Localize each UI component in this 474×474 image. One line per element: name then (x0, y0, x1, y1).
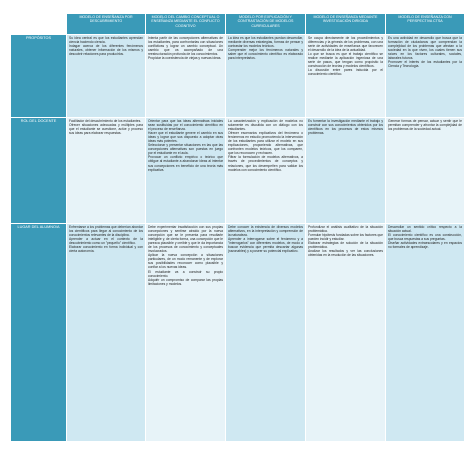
table-cell: Facilitador del descubrimiento de los estudiantes. Ofrecer situaciones adecuadas y múltiples para que el estudiante se cuestione, actúe y proceso sus ideas para elaborar respuestas. (67, 118, 146, 224)
table-cell: Debe conocer la existencia de diversos modelos alternativos, en la interpretación y comprensión de la naturaleza. Aprender a interrogarse sobre el fenómeno y a "interrogarlos" con diferentes modelos, de modo a buscar evidencia que permita descartar algunas (razonables) y a poseer su potencial explicativo. (226, 224, 306, 442)
header-row (11, 14, 465, 35)
row-header-lugar-alumno: LUGAR DEL ALUMNO/A (11, 224, 67, 442)
column-header-investigacion-dirigida: MODELO DE ENSEÑANZA MEDIANTE INVESTIGACIÓN DIRIGIDA (306, 14, 386, 35)
corner-cell (11, 14, 67, 35)
table-cell: Intenta partir de las concepciones alternativas de los estudiantes, para confrontarlas con situaciones conflictivas y lograr un cambio conceptual. Un cambio que va acompañado de una reestructuración profunda de los conocimientos. Propiciar la coexistencia de viejas y nuevas ideas. (146, 35, 226, 118)
table-cell: Enfrentarse a los problemas que deberían abordar los científicos para llegar al conocimiento de los conocimientos relevantes de la disciplina. Aprender a actuar en el contexto de la descubrimiento como un "pequeño" científico. Elaborar conocimiento en forma individual y con cierta autonomía. (67, 224, 146, 442)
table-cell: Desarrollar un sentido crítico respecto a la situación actual. El conocimiento científico es una construcción, que busca respuestas a sus preguntas. Diseñar actividades extraescolares y en espacios no formales de aprendizaje. (386, 224, 465, 442)
table-cell: La idea es que los estudiantes puedan desarrollar, mediante diversas estrategias, formas de pensar y contrastar los modelos teóricos. Comprender mejor los fenómenos naturales y saber que el conocimiento científico es elaborado para interpretarlos. (226, 35, 306, 118)
table-cell: Debe experimentar insatisfacción con sus propias concepciones y sentirse atraído por la nueva concepción que se le presenta para resultarle inteligible y, de cierta forma, una concepción que le parezca plausible y creíble y que le da importancia de los procesos de conocimiento y conceptuales involucrados. Aplicar la nueva concepción a situaciones particulares, de un modo remanente y de explorar sus posibilidades reconocer como plausible y confiar a los nuevas ideas. El estudiante va a construir su propio conocimiento. Adquirir un compromiso de comparar las propias limitaciones y modelos. (146, 224, 226, 442)
table-cell: Su idea central es que los estudiantes aprendan ciencia haciendo ciencia. Indagar acerca de los diferentes fenómenos naturales, obtener información de los mismos y descubrir relaciones para producirlos. (67, 35, 146, 118)
comparison-table (10, 13, 465, 442)
column-header-ctsa: MODELO DE ENSEÑANZA CON PERSPECTIVA CTSA (386, 14, 465, 35)
table-cell: La caracterización y explicación de modelos no solamente es discutida con un diálogo con los estudiantes. Ofrecer escenarios explicativos del fenómeno o fenómenos en estudio promoviendo la intervención de los estudiantes para utilizar el modelo en sus explicaciones, proponiendo alternativas, que confronten modelos teóricos, que los comparen, que los reconocen y rechacen. Filtrar la formulación de modelos alternativos, a través de procedimientos de conceptos y relaciones, que los desempeñen para validar los modelos con conocimiento científico. (226, 118, 306, 224)
table-cell: Se ocupa directamente de los procedimientos y diferencias y la génesis de los problemas, con una serie de actividades de enseñanza que favorecen el desarrollo de la idea de la actualidad. Lo que se busca es que el trabajo científico se realice mediante la aplicación ingeniosa de una serie de pasos, que tengan como propósito la construcción de teorías y modelos científicos. La discusión entre pares inducida por el conocimiento científico. (306, 35, 386, 118)
row-header-rol-docente: ROL DEL DOCENTE (11, 118, 67, 224)
table-cell: Orientar para que las ideas alternativas iniciales sean sustituidas por el conocimiento científico en el proceso de enseñanza. Hacer que el estudiante genere el cambio en sus ideas y lograr que sus dispuesto a adoptar otras ideas más potentes. Seleccionar y presentar situaciones en las que las concepciones alternativas son puestas en juego por el estudiante en el aula. Provocar un conflicto empírico o teórico que obligue al estudiante a abandonar ideas al intentar sus concepciones en beneficio de una teoría más explicativa. (146, 118, 226, 224)
column-header-cambio-conceptual: MODELO DEL CAMBIO CONCEPTUAL O ENSEÑANZA MEDIANTE EL CONFLICTO COGNITIVO (146, 14, 226, 35)
table-cell: Generar formas de pensar, actuar y sentir que le permitan comprender y afrontar la complejidad de los problemas de la sociedad actual. (386, 118, 465, 224)
table-cell: Es fomentar la investigación mediante el trabajo y construir con sus conocimientos obtenidos por los científicos en los procesos de estos mismos problemas. (306, 118, 386, 224)
table-cell: Profundizar el análisis cualitativo de la situación problemática. Formular hipótesis fundadas sobre los factores que pueden incidir y estudiar. Elaborar estrategias de solución de la situación problemática. Analizar los resultados y ver las conclusiones obtenidas en la resolución de las situaciones. (306, 224, 386, 442)
table-row-rol-docente (11, 118, 465, 224)
row-header-propositos: PROPÓSITOS (11, 35, 67, 118)
column-header-explicacion-contrastacion: MODELO POR EXPLICACIÓN Y CONTRASTACIÓN DE MODELOS CURRICULARES (226, 14, 306, 35)
table-row-lugar-alumno (11, 224, 465, 442)
table-row-propositos (11, 35, 465, 118)
column-header-descubrimiento: MODELO DE ENSEÑANZA POR DESCUBRIMIENTO (67, 14, 146, 35)
table-cell: Es una actividad en desarrollo que busca que la formación de ciudadanos que comprendan la complejidad de los problemas que afectan a la sociedad en la que viven, los cuales tienen sus raíces en los factores culturales, sociales, laborales futuros. Promover el interés de los estudiantes por la Ciencia y Tecnología. (386, 35, 465, 118)
